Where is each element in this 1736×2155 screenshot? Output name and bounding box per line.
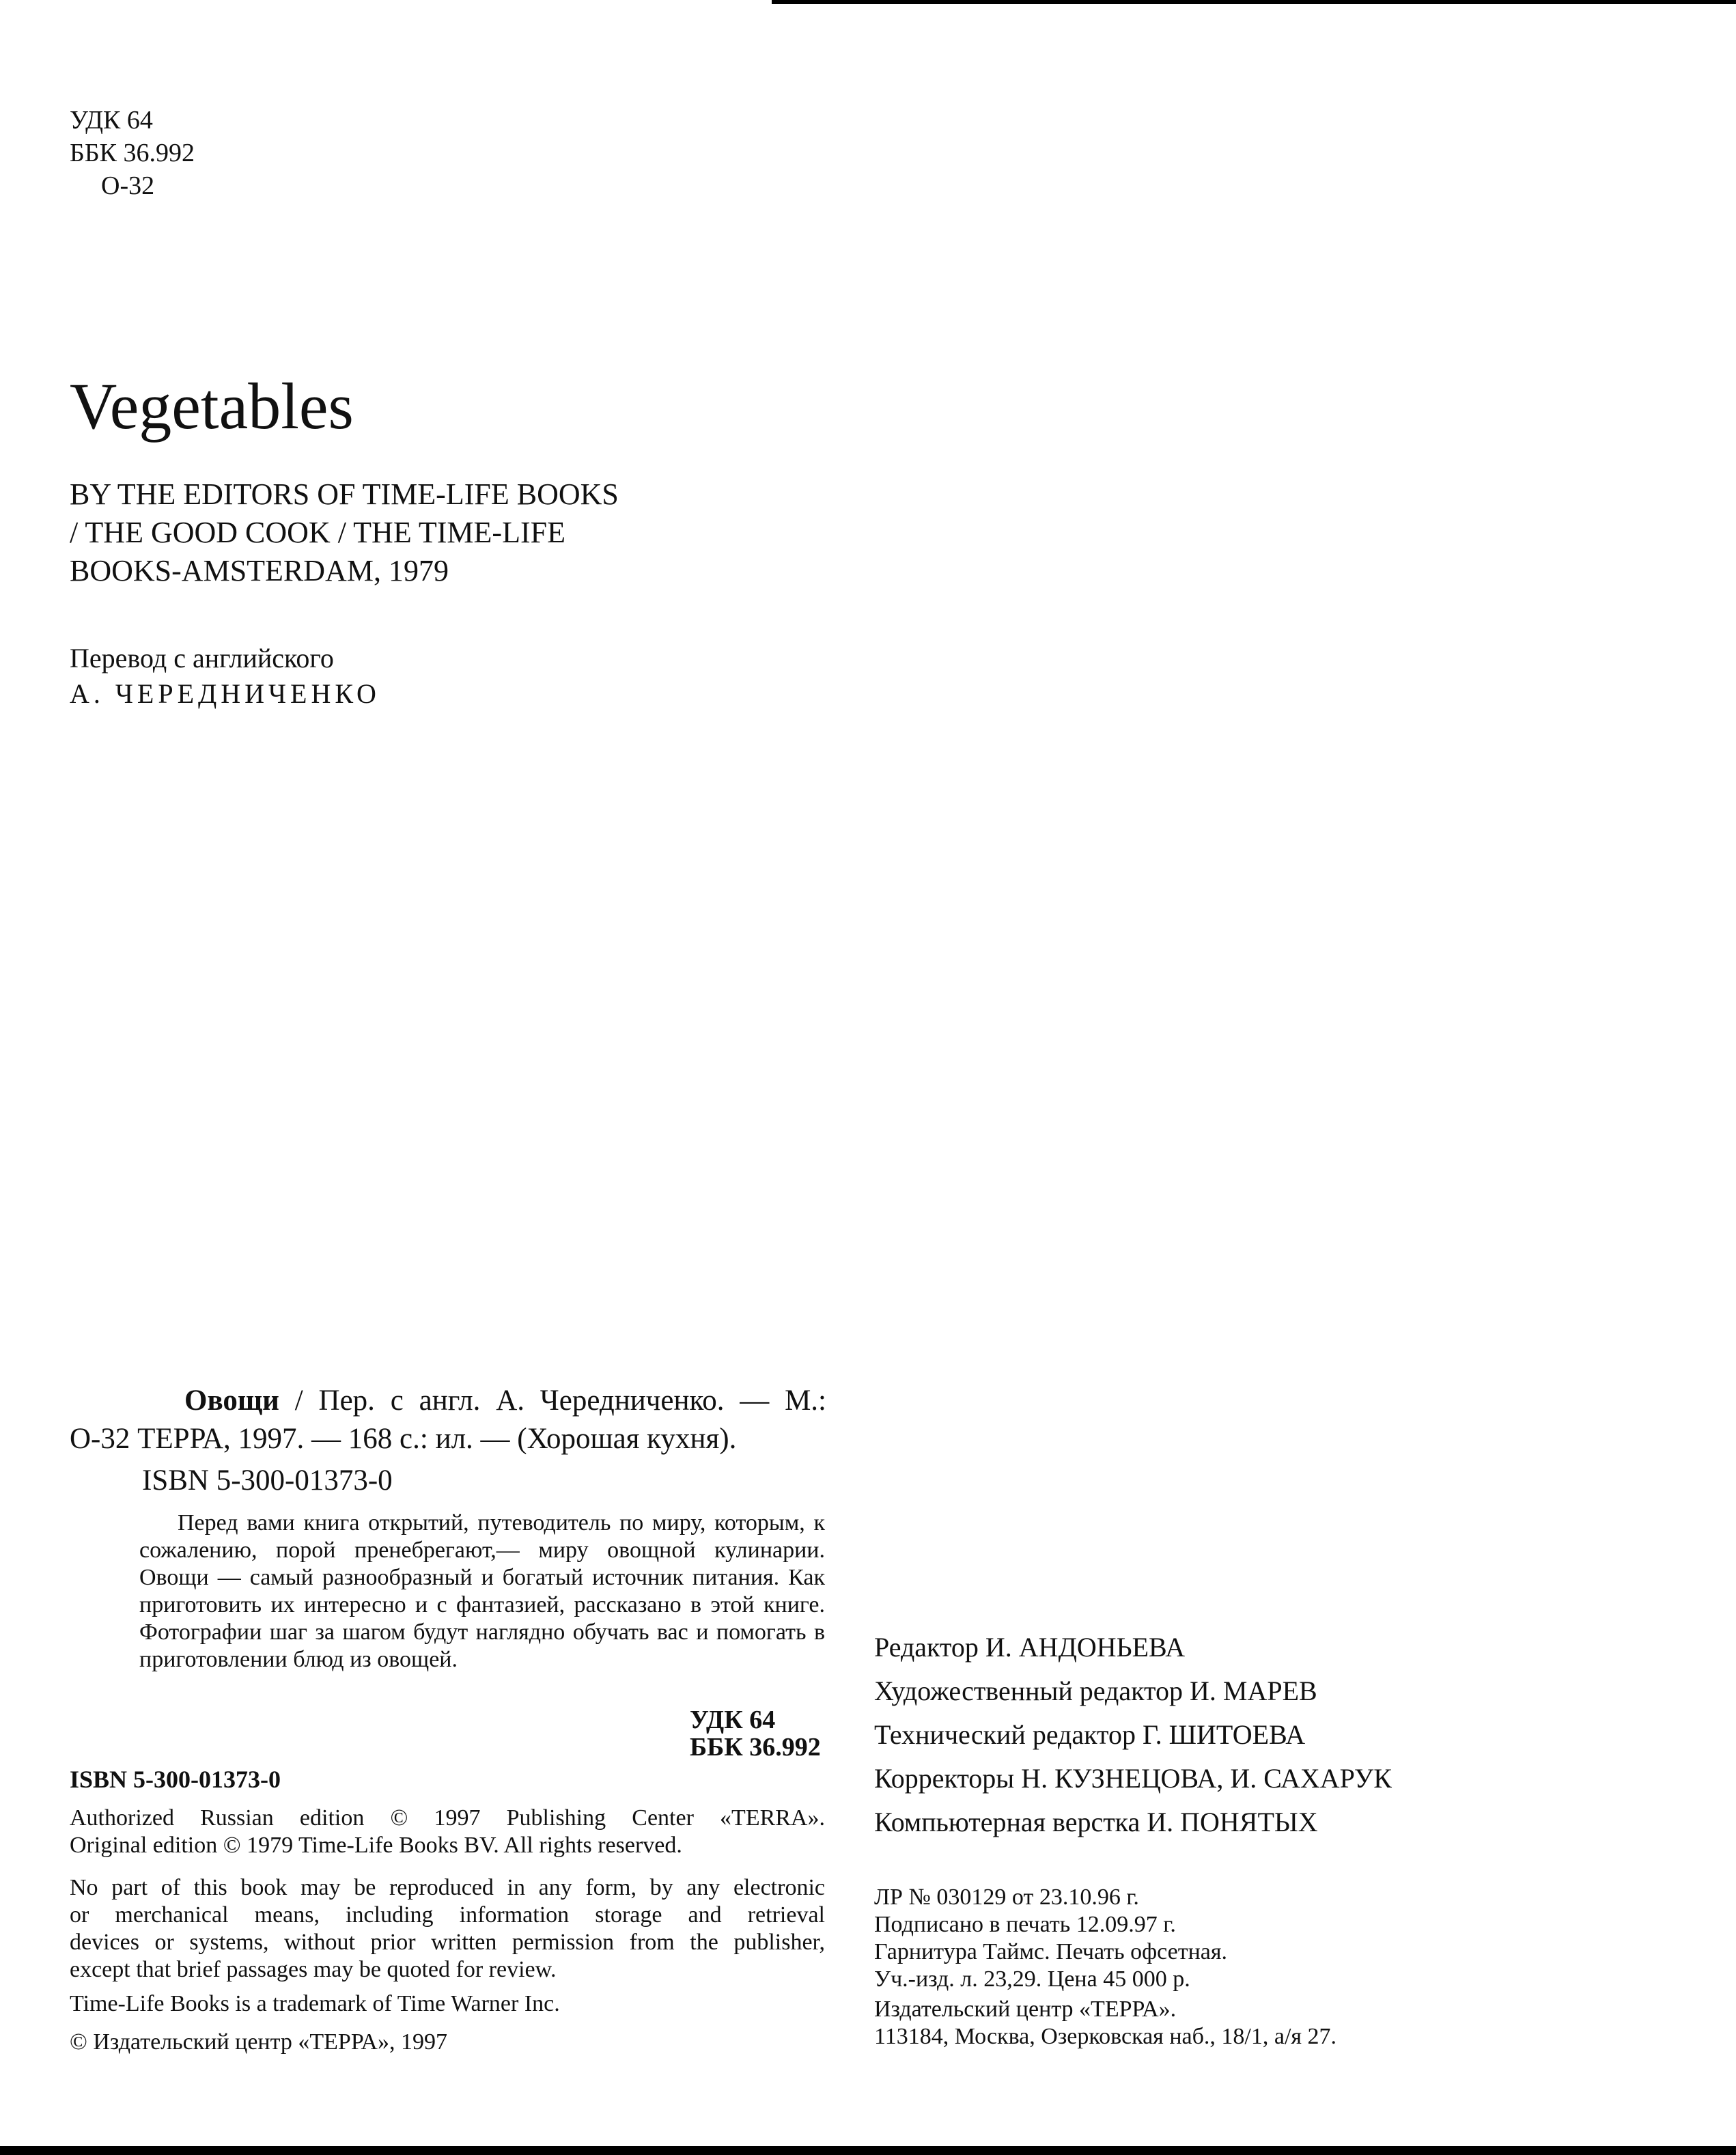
bbk-code: ББК 36.992 [70,139,195,167]
biblio-imprint: ТЕРРА, 1997. — 168 с.: ил. — (Хорошая кухня). [130,1423,737,1455]
signed-line: Подписано в печать 12.09.97 г. [874,1912,1176,1937]
translation-note: Перевод с английского [70,643,334,673]
biblio-isbn: ISBN 5-300-01373-0 [142,1464,393,1497]
copyright-notice [70,1805,825,1859]
credit-layout: Компьютерная верстка И. ПОНЯТЫХ [874,1807,1318,1837]
udk-code-bottom: УДК 64 [690,1706,776,1734]
scan-edge-top [772,0,1736,4]
reproduction-line: No part of this book may be reproduced in any form, by any electronic [70,1875,825,1900]
classification-bottom [690,1706,821,1761]
reproduction-notice [70,1874,825,1984]
price-line: Уч.-изд. л. 23,29. Цена 45 000 р. [874,1966,1190,1992]
copyright-line: Authorized Russian edition © 1997 Publishing Center «TERRA». [70,1805,825,1831]
publisher-info [874,1996,1336,2050]
original-byline [70,475,619,590]
translator-name: А. ЧЕРЕДНИЧЕНКО [70,678,380,709]
isbn-bold: ISBN 5-300-01373-0 [70,1766,281,1793]
bibliographic-record [70,1382,826,1458]
byline-line: BOOKS-AMSTERDAM, 1979 [70,554,449,587]
byline-line: BY THE EDITORS OF TIME-LIFE BOOKS [70,477,619,511]
credits-list [874,1626,1392,1844]
bbk-code-bottom: ББК 36.992 [690,1733,821,1762]
biblio-sign: О-32 [70,1423,130,1455]
license-line: ЛР № 030129 от 23.10.96 г. [874,1885,1139,1910]
biblio-line-2 [70,1420,826,1458]
original-title: Vegetables [70,370,354,443]
credit-editor: Редактор И. АНДОНЬЕВА [874,1632,1186,1663]
reproduction-line: devices or systems, without prior written permission from the publisher, [70,1930,825,1955]
credit-art-editor: Художественный редактор И. МАРЕВ [874,1676,1317,1706]
credit-proofreaders: Корректоры Н. КУЗНЕЦОВА, И. САХАРУК [874,1763,1392,1794]
typeface-line: Гарнитура Таймс. Печать офсетная. [874,1939,1227,1964]
annotation-text: Перед вами книга открытий, путеводитель по миру, которым, к сожалению, порой пренебрегают,— миру овощной кулинарии. Овощи — самый разнообразный и богатый источник питания. Как приготовить их интересно и с фантазией, рассказано в этой книге. Фотографии шаг за шагом будут наглядно обучать вас и помогать в приготовлении блюд из овощей. [139,1510,825,1672]
reproduction-line: except that brief passages may be quoted for review. [70,1957,557,1982]
credit-tech-editor: Технический редактор Г. ШИТОЕВА [874,1719,1306,1750]
biblio-line-1 [70,1382,826,1420]
reproduction-line: or merchanical means, including information storage and retrieval [70,1902,825,1928]
classification-block [70,104,195,202]
udk-code: УДК 64 [70,106,153,135]
copyright-line: Original edition © 1979 Time-Life Books BV. All rights reserved. [70,1833,682,1858]
scan-edge-bottom [0,2146,1736,2155]
publisher-address: 113184, Москва, Озерковская наб., 18/1, а/я 27. [874,2024,1337,2049]
print-info [874,1884,1227,1993]
biblio-statement: / Пер. с англ. А. Чередниченко. — М.: [279,1385,826,1417]
russian-copyright: © Издательский центр «ТЕРРА», 1997 [70,2029,447,2055]
byline-line: / THE GOOD COOK / THE TIME-LIFE [70,516,565,549]
trademark-notice: Time-Life Books is a trademark of Time Warner Inc. [70,1991,560,2016]
book-title-ru: Овощи [184,1385,279,1417]
publisher-name: Издательский центр «ТЕРРА». [874,1997,1177,2022]
author-sign: О-32 [101,171,155,200]
